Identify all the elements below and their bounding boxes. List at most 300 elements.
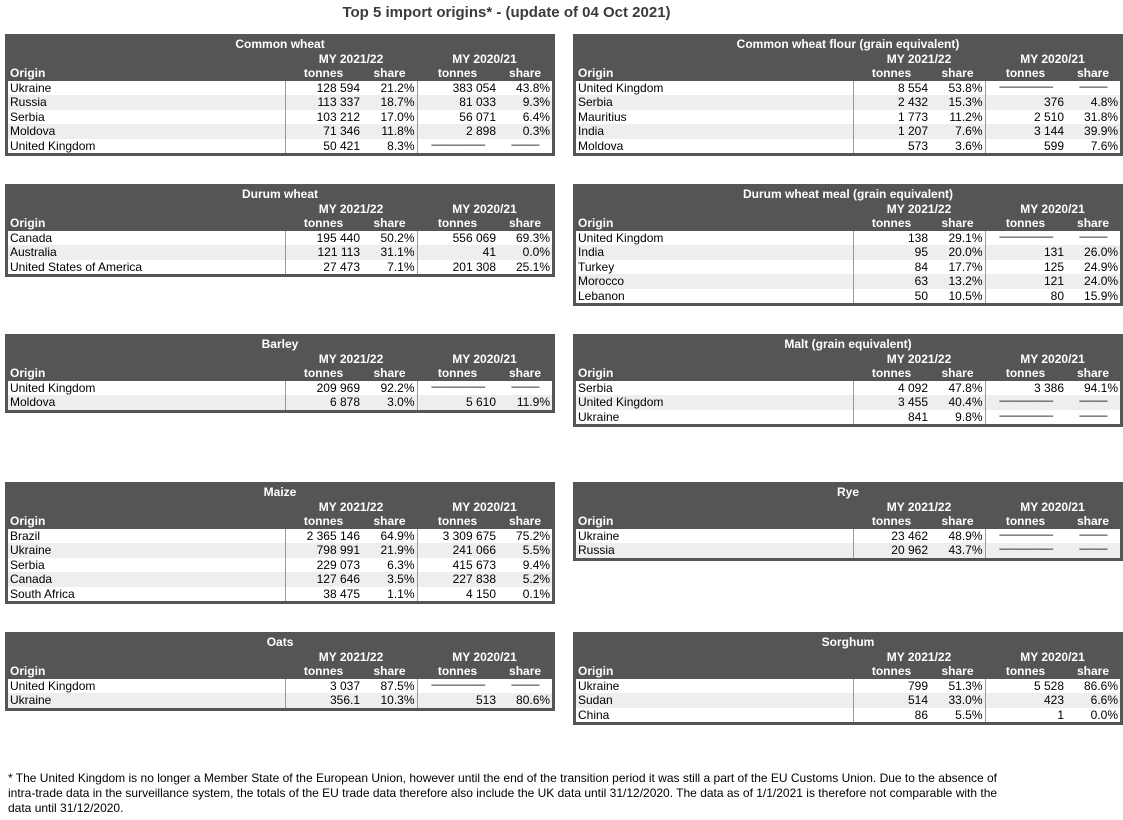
- tonnes-previous-cell: 3 144: [985, 124, 1066, 139]
- tonnes-current-cell: 514: [853, 693, 930, 708]
- tonnes-current-cell: 3 037: [285, 679, 362, 694]
- origin-cell: Sudan: [576, 693, 853, 708]
- tonnes-header: tonnes: [1005, 216, 1046, 230]
- origin-cell: Serbia: [8, 558, 285, 573]
- table-panel-maize: [5, 482, 555, 604]
- origin-header: Origin: [578, 216, 614, 230]
- tonnes-previous-cell: -----------------------: [985, 395, 1066, 410]
- tonnes-header: tonnes: [871, 664, 912, 678]
- tonnes-previous-cell: 5 610: [417, 395, 498, 410]
- share-current-cell: 3.6%: [930, 139, 985, 154]
- share-current-cell: 64.9%: [362, 529, 417, 544]
- share-header: share: [941, 216, 974, 230]
- share-current-cell: 7.6%: [930, 124, 985, 139]
- table-title: Durum wheat: [242, 187, 319, 201]
- year-header-current: MY 2021/22: [886, 351, 952, 366]
- origin-cell: Russia: [576, 543, 853, 558]
- table-row: [576, 260, 1120, 275]
- table-row: [8, 693, 552, 708]
- data-table: [8, 485, 552, 601]
- share-current-cell: 50.2%: [362, 231, 417, 246]
- origin-cell: Serbia: [576, 95, 853, 110]
- origin-cell: India: [576, 245, 853, 260]
- tonnes-previous-cell: 201 308: [417, 260, 498, 275]
- tonnes-current-cell: 229 073: [285, 558, 362, 573]
- table-panel-sorghum: [573, 632, 1123, 725]
- share-current-cell: 20.0%: [930, 245, 985, 260]
- share-previous-cell: 86.6%: [1066, 679, 1120, 694]
- tonnes-previous-cell: 80: [985, 289, 1066, 304]
- table-title: Common wheat: [235, 37, 325, 51]
- table-title: Common wheat flour (grain equivalent): [736, 37, 960, 51]
- share-current-cell: 51.3%: [930, 679, 985, 694]
- share-header: share: [373, 366, 406, 380]
- table-title: Maize: [263, 485, 297, 499]
- origin-cell: Moldova: [576, 139, 853, 154]
- year-header-previous: MY 2020/21: [452, 351, 517, 366]
- tonnes-header: tonnes: [871, 66, 912, 80]
- tonnes-header: tonnes: [437, 664, 478, 678]
- share-current-cell: 43.7%: [930, 543, 985, 558]
- tonnes-previous-cell: -----------------------: [985, 231, 1066, 246]
- tonnes-header: tonnes: [1005, 514, 1046, 528]
- share-current-cell: 33.0%: [930, 693, 985, 708]
- tonnes-previous-cell: 5 528: [985, 679, 1066, 694]
- tonnes-previous-cell: 56 071: [417, 110, 498, 125]
- tonnes-current-cell: 50 421: [285, 139, 362, 154]
- table-row: [8, 124, 552, 139]
- origin-header: Origin: [578, 664, 614, 678]
- table-row: [576, 110, 1120, 125]
- origin-cell: Canada: [8, 231, 285, 246]
- share-current-cell: 92.2%: [362, 381, 417, 396]
- origin-cell: United Kingdom: [576, 231, 853, 246]
- table-row: [8, 110, 552, 125]
- tonnes-header: tonnes: [303, 66, 344, 80]
- share-current-cell: 31.1%: [362, 245, 417, 260]
- tonnes-current-cell: 1 207: [853, 124, 930, 139]
- table-row: [576, 708, 1120, 723]
- table-row: [576, 245, 1120, 260]
- page-title: Top 5 import origins* - (update of 04 Oct 2021): [342, 4, 671, 21]
- tonnes-current-cell: 573: [853, 139, 930, 154]
- share-current-cell: 1.1%: [362, 587, 417, 602]
- tonnes-header: tonnes: [871, 366, 912, 380]
- tonnes-previous-cell: 513: [417, 693, 498, 708]
- table-row: [576, 381, 1120, 396]
- table-panel-barley: [5, 334, 555, 413]
- share-previous-cell: 11.9%: [498, 395, 552, 410]
- share-current-cell: 15.3%: [930, 95, 985, 110]
- share-current-cell: 13.2%: [930, 274, 985, 289]
- share-header: share: [373, 66, 406, 80]
- table-row: [576, 693, 1120, 708]
- origin-cell: China: [576, 708, 853, 723]
- tonnes-previous-cell: 121: [985, 274, 1066, 289]
- table-title: Barley: [261, 337, 299, 351]
- table-row: [8, 260, 552, 275]
- table-row: [8, 679, 552, 694]
- origin-cell: Ukraine: [576, 529, 853, 544]
- origin-header: Origin: [10, 514, 46, 528]
- tonnes-current-cell: 121 113: [285, 245, 362, 260]
- share-previous-cell: ------------: [1066, 410, 1120, 425]
- share-previous-cell: 94.1%: [1066, 381, 1120, 396]
- share-previous-cell: 43.8%: [498, 81, 552, 96]
- share-header: share: [941, 66, 974, 80]
- share-previous-cell: ------------: [1066, 529, 1120, 544]
- tonnes-current-cell: 2 432: [853, 95, 930, 110]
- origin-cell: South Africa: [8, 587, 285, 602]
- tonnes-header: tonnes: [303, 514, 344, 528]
- data-table: [576, 37, 1120, 153]
- origin-cell: United Kingdom: [576, 395, 853, 410]
- tonnes-header: tonnes: [1005, 664, 1046, 678]
- share-current-cell: 40.4%: [930, 395, 985, 410]
- share-current-cell: 7.1%: [362, 260, 417, 275]
- tonnes-current-cell: 209 969: [285, 381, 362, 396]
- share-previous-cell: 6.4%: [498, 110, 552, 125]
- tonnes-previous-cell: 423: [985, 693, 1066, 708]
- tonnes-previous-cell: 3 386: [985, 381, 1066, 396]
- share-header: share: [1077, 216, 1110, 230]
- tonnes-header: tonnes: [437, 514, 478, 528]
- table-panel-durum-wheat-meal-grain-equivalent: [573, 184, 1123, 306]
- origin-cell: Russia: [8, 95, 285, 110]
- origin-cell: Serbia: [576, 381, 853, 396]
- origin-header: Origin: [10, 66, 46, 80]
- origin-cell: United States of America: [8, 260, 285, 275]
- share-header: share: [509, 514, 542, 528]
- share-header: share: [1077, 66, 1110, 80]
- table-row: [8, 95, 552, 110]
- origin-header: Origin: [10, 216, 46, 230]
- share-previous-cell: ------------: [1066, 395, 1120, 410]
- tonnes-header: tonnes: [871, 514, 912, 528]
- tonnes-previous-cell: 81 033: [417, 95, 498, 110]
- tonnes-previous-cell: 227 838: [417, 572, 498, 587]
- share-header: share: [509, 66, 542, 80]
- share-previous-cell: ------------: [1066, 81, 1120, 96]
- share-previous-cell: ------------: [498, 381, 552, 396]
- table-row: [576, 543, 1120, 558]
- table-row: [576, 410, 1120, 425]
- share-header: share: [373, 664, 406, 678]
- tonnes-current-cell: 86: [853, 708, 930, 723]
- year-header-current: MY 2021/22: [318, 51, 384, 66]
- tonnes-previous-cell: 125: [985, 260, 1066, 275]
- origin-cell: Brazil: [8, 529, 285, 544]
- table-row: [8, 139, 552, 154]
- share-previous-cell: 24.0%: [1066, 274, 1120, 289]
- share-current-cell: 6.3%: [362, 558, 417, 573]
- tonnes-previous-cell: -----------------------: [417, 679, 498, 694]
- data-table: [8, 635, 552, 708]
- year-header-previous: MY 2020/21: [452, 499, 517, 514]
- share-header: share: [373, 216, 406, 230]
- tonnes-current-cell: 27 473: [285, 260, 362, 275]
- tonnes-current-cell: 2 365 146: [285, 529, 362, 544]
- origin-cell: Australia: [8, 245, 285, 260]
- tonnes-previous-cell: 131: [985, 245, 1066, 260]
- share-header: share: [373, 514, 406, 528]
- tonnes-current-cell: 8 554: [853, 81, 930, 96]
- table-row: [576, 231, 1120, 246]
- year-header-current: MY 2021/22: [886, 499, 952, 514]
- tonnes-current-cell: 71 346: [285, 124, 362, 139]
- tonnes-header: tonnes: [437, 216, 478, 230]
- data-table: [8, 187, 552, 274]
- year-header-current: MY 2021/22: [318, 649, 384, 664]
- tonnes-previous-cell: -----------------------: [985, 543, 1066, 558]
- tonnes-previous-cell: 383 054: [417, 81, 498, 96]
- table-title: Rye: [836, 485, 859, 499]
- share-current-cell: 21.2%: [362, 81, 417, 96]
- footnote: * The United Kingdom is no longer a Member State of the European Union, however until the end of the transition period it was still a part of the EU Customs Union. Due to the absence of intra-trade data in the surveillance system, the totals of the EU trade data therefore also include the UK data until 31/12/2020. The data as of 1/1/2021 is therefore not comparable with the data until 31/12/2020.: [8, 771, 998, 815]
- origin-cell: Lebanon: [576, 289, 853, 304]
- year-header-previous: MY 2020/21: [452, 51, 517, 66]
- year-header-current: MY 2021/22: [886, 649, 952, 664]
- tonnes-previous-cell: 599: [985, 139, 1066, 154]
- tonnes-header: tonnes: [303, 216, 344, 230]
- share-previous-cell: 0.3%: [498, 124, 552, 139]
- table-panel-durum-wheat: [5, 184, 555, 277]
- share-header: share: [1077, 366, 1110, 380]
- tonnes-current-cell: 127 646: [285, 572, 362, 587]
- tonnes-current-cell: 103 212: [285, 110, 362, 125]
- share-previous-cell: ------------: [1066, 231, 1120, 246]
- share-previous-cell: 25.1%: [498, 260, 552, 275]
- share-current-cell: 87.5%: [362, 679, 417, 694]
- share-previous-cell: 9.4%: [498, 558, 552, 573]
- share-current-cell: 48.9%: [930, 529, 985, 544]
- share-header: share: [508, 216, 542, 230]
- tonnes-current-cell: 63: [853, 274, 930, 289]
- table-row: [576, 529, 1120, 544]
- share-previous-cell: ------------: [498, 139, 552, 154]
- share-previous-cell: ------------: [1066, 543, 1120, 558]
- table-row: [576, 81, 1120, 96]
- table-title: Sorghum: [821, 635, 875, 649]
- tonnes-header: tonnes: [1005, 66, 1046, 80]
- share-header: share: [1076, 514, 1110, 528]
- origin-cell: United Kingdom: [576, 81, 853, 96]
- share-previous-cell: 39.9%: [1066, 124, 1120, 139]
- share-previous-cell: 69.3%: [498, 231, 552, 246]
- tonnes-header: tonnes: [1005, 366, 1046, 380]
- table-panel-oats: [5, 632, 555, 711]
- table-row: [8, 381, 552, 396]
- tonnes-previous-cell: -----------------------: [985, 529, 1066, 544]
- table-panel-malt-grain-equivalent: [573, 334, 1123, 427]
- share-previous-cell: 80.6%: [498, 693, 552, 708]
- tonnes-current-cell: 128 594: [285, 81, 362, 96]
- share-previous-cell: 26.0%: [1066, 245, 1120, 260]
- tonnes-current-cell: 798 991: [285, 543, 362, 558]
- table-row: [576, 395, 1120, 410]
- origin-header: Origin: [578, 514, 614, 528]
- tonnes-previous-cell: 2 510: [985, 110, 1066, 125]
- share-current-cell: 11.2%: [930, 110, 985, 125]
- tonnes-current-cell: 38 475: [285, 587, 362, 602]
- share-current-cell: 3.0%: [362, 395, 417, 410]
- tonnes-header: tonnes: [303, 664, 344, 678]
- origin-cell: Ukraine: [576, 410, 853, 425]
- data-table: [8, 337, 552, 410]
- tonnes-previous-cell: -----------------------: [985, 81, 1066, 96]
- tonnes-current-cell: 23 462: [853, 529, 930, 544]
- origin-cell: United Kingdom: [8, 381, 285, 396]
- origin-cell: Ukraine: [576, 679, 853, 694]
- origin-cell: India: [576, 124, 853, 139]
- share-previous-cell: 0.1%: [498, 587, 552, 602]
- tonnes-current-cell: 195 440: [285, 231, 362, 246]
- table-panel-rye: [573, 482, 1123, 561]
- tonnes-current-cell: 138: [853, 231, 930, 246]
- year-header-previous: MY 2020/21: [1020, 351, 1085, 366]
- share-current-cell: 47.8%: [930, 381, 985, 396]
- origin-cell: Serbia: [8, 110, 285, 125]
- year-header-current: MY 2021/22: [886, 201, 952, 216]
- data-table: [8, 37, 552, 153]
- table-row: [8, 245, 552, 260]
- share-previous-cell: 0.0%: [1066, 708, 1120, 723]
- year-header-previous: MY 2020/21: [1020, 51, 1085, 66]
- table-panel-common-wheat-flour-grain-equivalent: [573, 34, 1123, 156]
- origin-cell: Ukraine: [8, 81, 285, 96]
- tonnes-current-cell: 50: [853, 289, 930, 304]
- table-panel-common-wheat: [5, 34, 555, 156]
- share-previous-cell: 24.9%: [1066, 260, 1120, 275]
- share-current-cell: 5.5%: [930, 708, 985, 723]
- tonnes-current-cell: 113 337: [285, 95, 362, 110]
- share-current-cell: 10.5%: [930, 289, 985, 304]
- origin-header: Origin: [578, 366, 614, 380]
- tonnes-previous-cell: 3 309 675: [417, 529, 498, 544]
- table-row: [576, 139, 1120, 154]
- table-row: [8, 81, 552, 96]
- table-row: [576, 124, 1120, 139]
- tonnes-previous-cell: -----------------------: [417, 139, 498, 154]
- tonnes-current-cell: 841: [853, 410, 930, 425]
- origin-cell: Canada: [8, 572, 285, 587]
- tonnes-current-cell: 356.1: [285, 693, 362, 708]
- origin-cell: Ukraine: [8, 543, 285, 558]
- tonnes-header: tonnes: [871, 216, 912, 230]
- share-header: share: [508, 366, 542, 380]
- year-header-previous: MY 2020/21: [1020, 649, 1085, 664]
- share-previous-cell: 4.8%: [1066, 95, 1120, 110]
- table-title: Malt (grain equivalent): [784, 337, 912, 351]
- year-header-previous: MY 2020/21: [452, 201, 517, 216]
- origin-header: Origin: [10, 366, 46, 380]
- share-header: share: [941, 514, 974, 528]
- share-current-cell: 3.5%: [362, 572, 417, 587]
- origin-cell: Moldova: [8, 124, 285, 139]
- tonnes-previous-cell: -----------------------: [417, 381, 498, 396]
- tonnes-current-cell: 3 455: [853, 395, 930, 410]
- table-row: [576, 679, 1120, 694]
- share-previous-cell: 75.2%: [498, 529, 552, 544]
- share-current-cell: 17.0%: [362, 110, 417, 125]
- share-previous-cell: 5.2%: [498, 572, 552, 587]
- tonnes-previous-cell: 376: [985, 95, 1066, 110]
- table-row: [576, 95, 1120, 110]
- origin-cell: Moldova: [8, 395, 285, 410]
- tonnes-previous-cell: 4 150: [417, 587, 498, 602]
- origin-header: Origin: [578, 66, 614, 80]
- share-current-cell: 53.8%: [930, 81, 985, 96]
- table-row: [8, 587, 552, 602]
- table-title: Durum wheat meal (grain equivalent): [743, 187, 954, 201]
- share-header: share: [941, 366, 974, 380]
- tonnes-header: tonnes: [437, 66, 478, 80]
- tonnes-current-cell: 6 878: [285, 395, 362, 410]
- table-row: [576, 274, 1120, 289]
- origin-cell: Turkey: [576, 260, 853, 275]
- share-current-cell: 21.9%: [362, 543, 417, 558]
- table-row: [576, 289, 1120, 304]
- share-header: share: [1077, 664, 1110, 678]
- share-current-cell: 10.3%: [362, 693, 417, 708]
- data-table: [576, 635, 1120, 722]
- share-previous-cell: 6.6%: [1066, 693, 1120, 708]
- tonnes-previous-cell: 241 066: [417, 543, 498, 558]
- table-row: [8, 572, 552, 587]
- share-previous-cell: 0.0%: [498, 245, 552, 260]
- year-header-current: MY 2021/22: [886, 51, 952, 66]
- table-row: [8, 558, 552, 573]
- origin-cell: Ukraine: [8, 693, 285, 708]
- year-header-current: MY 2021/22: [318, 351, 384, 366]
- tonnes-previous-cell: 2 898: [417, 124, 498, 139]
- data-table: [576, 485, 1120, 558]
- tonnes-current-cell: 799: [853, 679, 930, 694]
- year-header-previous: MY 2020/21: [1020, 499, 1085, 514]
- table-title: Oats: [266, 635, 294, 649]
- share-previous-cell: 15.9%: [1066, 289, 1120, 304]
- table-row: [8, 543, 552, 558]
- year-header-previous: MY 2020/21: [452, 649, 517, 664]
- tonnes-previous-cell: 1: [985, 708, 1066, 723]
- origin-cell: United Kingdom: [8, 139, 285, 154]
- data-table: [576, 187, 1120, 303]
- tonnes-previous-cell: 41: [417, 245, 498, 260]
- share-previous-cell: ------------: [498, 679, 552, 694]
- origin-cell: Morocco: [576, 274, 853, 289]
- year-header-previous: MY 2020/21: [1020, 201, 1085, 216]
- origin-header: Origin: [10, 664, 46, 678]
- share-previous-cell: 31.8%: [1066, 110, 1120, 125]
- share-header: share: [509, 664, 542, 678]
- share-current-cell: 18.7%: [362, 95, 417, 110]
- tonnes-current-cell: 20 962: [853, 543, 930, 558]
- share-previous-cell: 5.5%: [498, 543, 552, 558]
- tonnes-header: tonnes: [303, 366, 344, 380]
- table-row: [8, 529, 552, 544]
- share-current-cell: 29.1%: [930, 231, 985, 246]
- table-row: [8, 395, 552, 410]
- data-table: [576, 337, 1120, 424]
- share-current-cell: 9.8%: [930, 410, 985, 425]
- share-current-cell: 17.7%: [930, 260, 985, 275]
- origin-cell: Mauritius: [576, 110, 853, 125]
- tonnes-current-cell: 95: [853, 245, 930, 260]
- tonnes-current-cell: 84: [853, 260, 930, 275]
- tonnes-header: tonnes: [437, 366, 478, 380]
- tonnes-current-cell: 1 773: [853, 110, 930, 125]
- share-previous-cell: 7.6%: [1066, 139, 1120, 154]
